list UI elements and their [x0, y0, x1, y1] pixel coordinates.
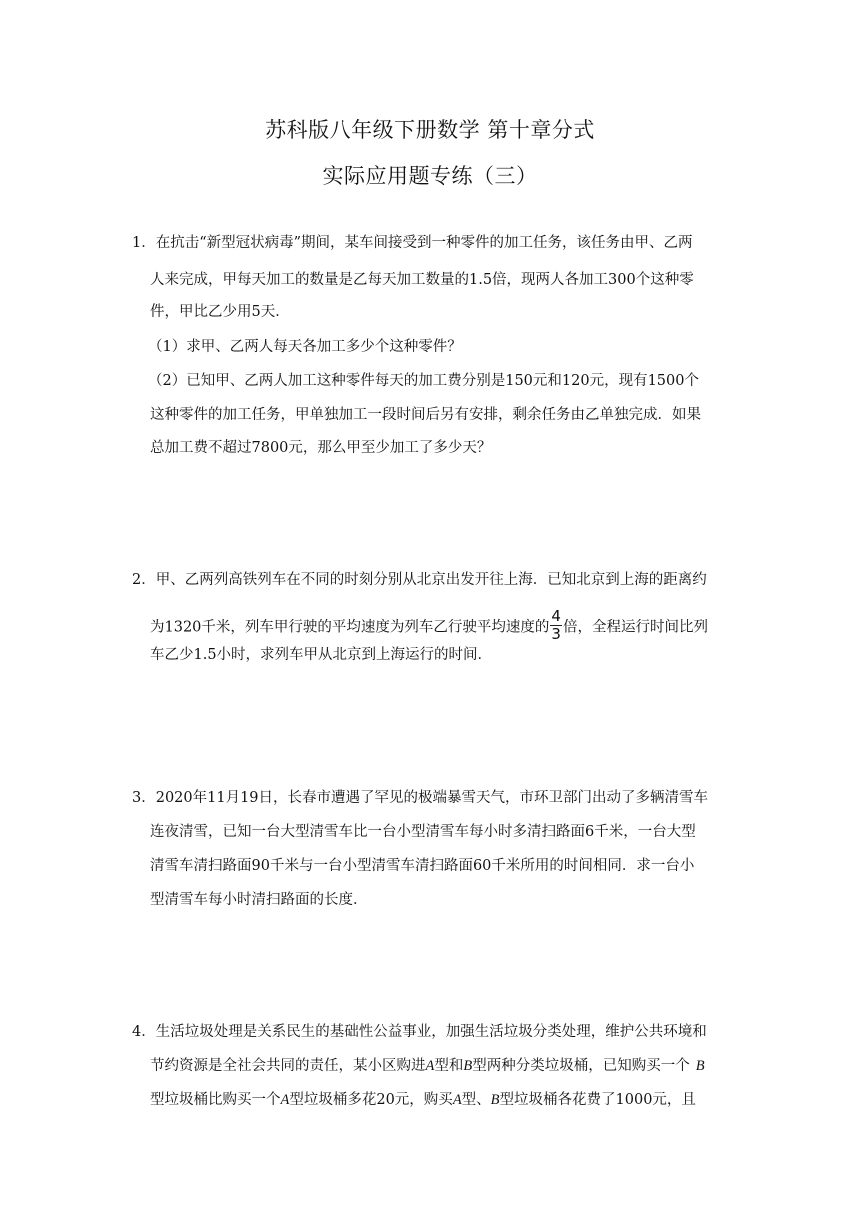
document-subtitle: 实际应用题专练（三） [322, 164, 538, 188]
question-1-line-2: 人来完成，甲每天加工的数量是乙每天加工数量的1.5倍，现两人各加工300个这种零 [150, 272, 694, 288]
question-4-line-2-text-c: 型两种分类垃圾桶，已知购买一个 [472, 1058, 690, 1074]
question-4-line-3-text-d: 型垃圾桶各花费了1000元，且 [499, 1092, 696, 1108]
question-3-line-3: 清雪车清扫路面90千米与一台小型清雪车清扫路面60千米所用的时间相同．求一台小 [150, 858, 695, 874]
question-4-line-3-text-b: 型垃圾桶多花20元，购买 [289, 1092, 453, 1108]
question-1-line-1: 1．在抗击“新型冠状病毒”期间，某车间接受到一种零件的加工任务，该任务由甲、乙两 [132, 235, 693, 251]
variable-a: A [425, 1058, 435, 1074]
question-1-line-4: 这种零件的加工任务，甲单独加工一段时间后另有安排，剩余任务由乙单独完成．如果 [150, 407, 701, 423]
document-title: 苏科版八年级下册数学 第十章分式 [265, 118, 595, 142]
variable-b: B [695, 1058, 705, 1074]
question-3-line-1: 3．2020年11月19日，长春市遭遇了罕见的极端暴雪天气，市环卫部门出动了多辆清雪车 [132, 790, 709, 806]
variable-a: A [452, 1092, 462, 1108]
fraction-numerator: 4 [551, 607, 561, 625]
variable-b: B [490, 1092, 500, 1108]
question-2-line-1: 2．甲、乙两列高铁列车在不同的时刻分别从北京出发开往上海．已知北京到上海的距离约 [132, 572, 707, 588]
question-2-line-2-text-b: 倍，全程运行时间比列 [562, 619, 708, 636]
variable-b: B [463, 1058, 473, 1074]
question-4-line-1: 4．生活垃圾处理是关系民生的基础性公益事业，加强生活垃圾分类处理，维护公共环境和 [132, 1024, 707, 1040]
question-4-line-3-text-c: 型、 [461, 1092, 491, 1108]
question-2-line-2 [150, 607, 708, 645]
question-4-line-2 [150, 1056, 705, 1076]
variable-a: A [280, 1092, 290, 1108]
question-2-line-2-text-a: 为1320千米，列车甲行驶的平均速度为列车乙行驶平均速度的 [150, 619, 550, 636]
question-1-line-5: 总加工费不超过7800元，那么甲至少加工了多少天？ [150, 440, 492, 456]
question-4-line-3-text-a: 型垃圾桶比购买一个 [150, 1092, 281, 1108]
question-1-part-1: （1）求甲、乙两人每天各加工多少个这种零件？ [148, 339, 462, 355]
question-3-line-2: 连夜清雪，已知一台大型清雪车比一台小型清雪车每小时多清扫路面6千米，一台大型 [150, 824, 696, 840]
question-4-line-3 [150, 1090, 696, 1110]
question-1-part-2: （2）已知甲、乙两人加工这种零件每天的加工费分别是150元和120元，现有1500个 [148, 373, 699, 389]
fraction-four-thirds [550, 608, 562, 643]
question-3-line-4: 型清雪车每小时清扫路面的长度． [150, 892, 368, 908]
question-2-line-3: 车乙少1.5小时，求列车甲从北京到上海运行的时间． [150, 647, 493, 663]
fraction-denominator: 3 [551, 625, 561, 643]
question-1-line-3: 件，甲比乙少用5天． [150, 304, 290, 320]
question-4-line-2-text-b: 型和 [434, 1058, 464, 1074]
question-4-line-2-text-a: 节约资源是全社会共同的责任，某小区购进 [150, 1058, 426, 1074]
